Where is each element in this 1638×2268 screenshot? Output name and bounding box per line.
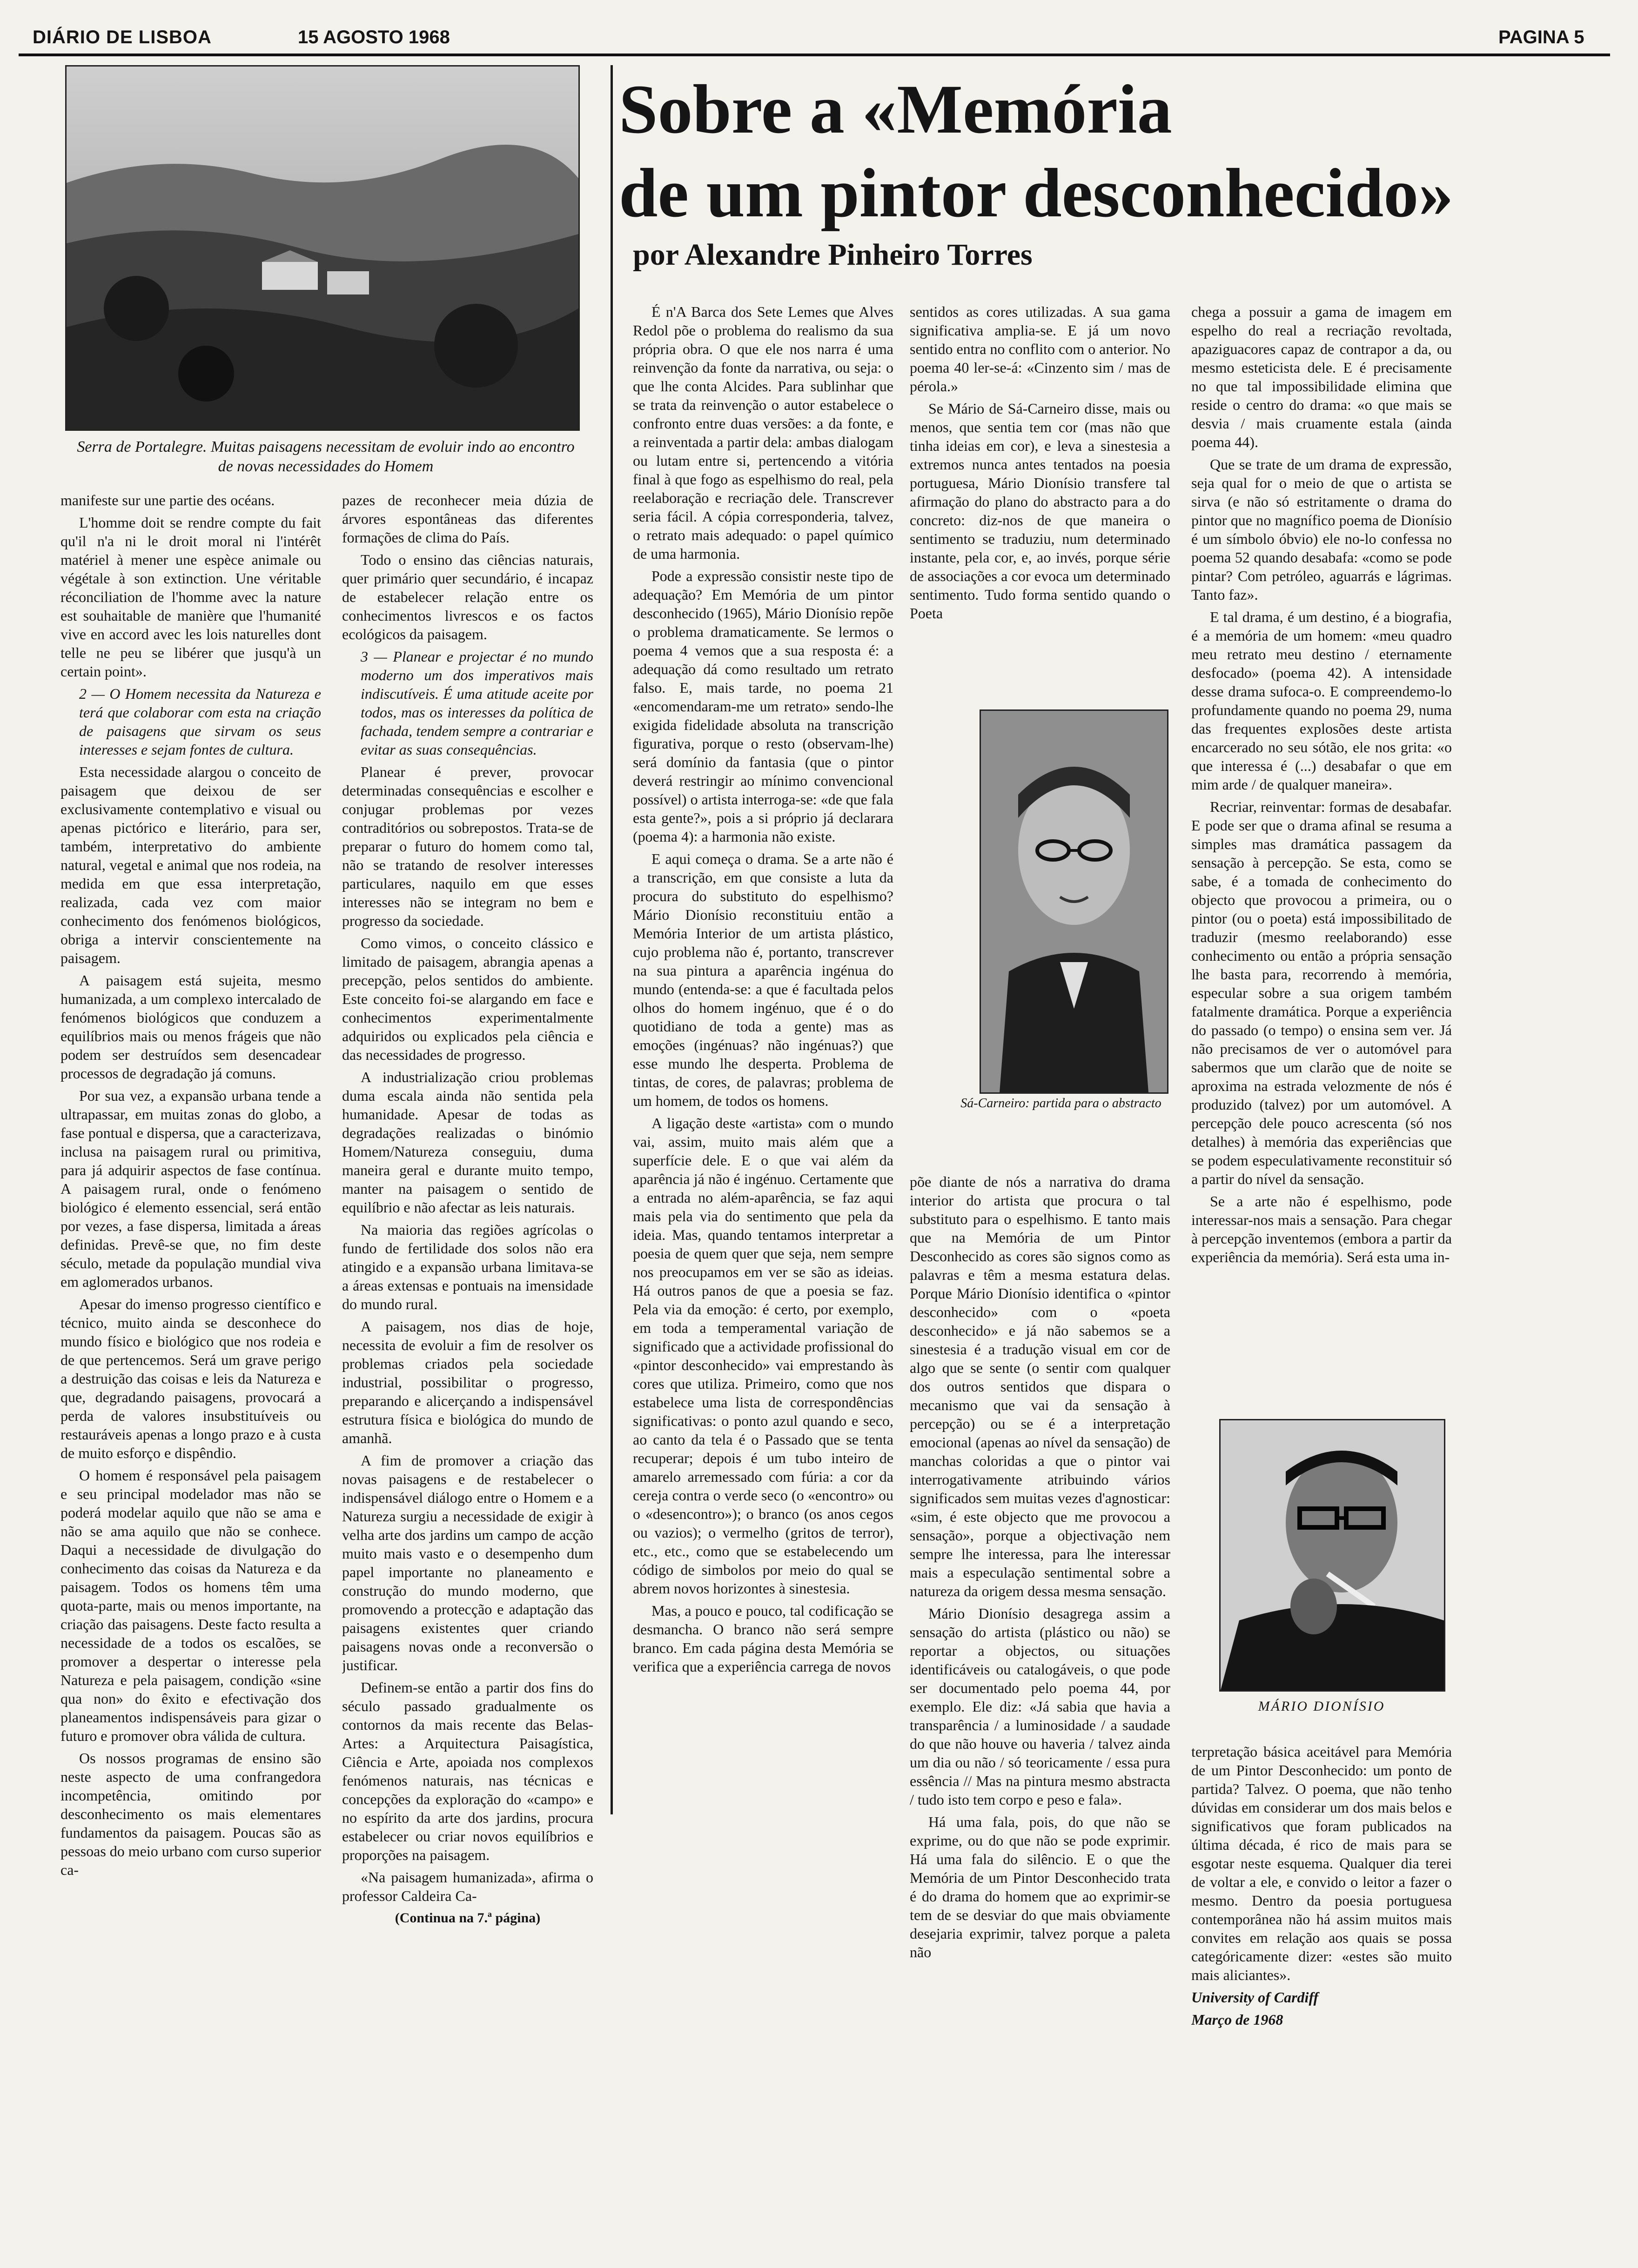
paragraph: chega a possuir a gama de imagem em espelho do real a recriação revoltada, apaziguacores capaz de contrapor a da, ou mesmo esteticista dele. E é precisamente no que tal impossibilidade elimina que reside o centro do drama: «o que mais se desvia / mais cruamente estala (ainda poema 44).	[1191, 303, 1452, 450]
paragraph: A ligação deste «artista» com o mundo vai, assim, muito mais além que a superfície dele. E o que vai além da aparência já não é ingénuo. Certamente que a entrada no além-aparência, se faz aqui mais pela via do sentimento que pela da ideia. Mas, quando tentamos interpretar a poesia de quem quer que seja, nem sempre nos preocupamos em ver se são as ideias. Há outros panos de que a poesia se faz. Pela via da emoção: é certo, por exemplo, em toda a temperamental variação de significado que a actividade profissional do «pintor desconhecido» vai emprestando às cores que utiliza. Primeiro, como que nos estabelece uma lista de correspondências significativas: o ponto azul quando e seco, ao canto da tela é o Passado que se tenta recuperar; depois é um tubo inteiro de amarelo arremessado com fúria: a cor da cereja contra o verde seco (o «encontro» ou o «desencontro»); o branco (os anos cegos ou vazios); o vermelho (gritos de terror), etc., etc., como que se estabelecendo um código de simbolos por meio do qual se abrem novos horizontes à sinestesia.	[633, 1115, 893, 1597]
paragraph: Como vimos, o conceito clássico e limitado de paisagem, abrangia apenas a precepção, pelos sentidos do ambiente. Este conceito foi-se alargando em face e conhecimentos experimentalmente adquiridos ou explicados pela ciência e das necessidades de progresso.	[342, 935, 593, 1063]
paragraph: Se Mário de Sá-Carneiro disse, mais ou menos, que sentia tem cor (mas não que tinha ideias em cor), e leva a sinestesia a extremos nunca antes tentados na poesia portuguesa, Mário Dionísio transfere tal afirmação do plano do abstracto para a do concreto: diz-nos de que maneira o sentimento se traduziu, num determinado instante, pela cor, e, ao invés, porque série de associações a cor evoca um determinado sentimento. Tudo forma sentido quando o Poeta	[910, 400, 1170, 622]
column-divider	[611, 65, 613, 1814]
paragraph: Mas, a pouco e pouco, tal codificação se desmancha. O branco não será sempre branco. Em cada página desta Memória se verifica que a experiência carrega de novos	[633, 1602, 893, 1675]
column-5-bottom	[1191, 1742, 1452, 2263]
paragraph: Há uma fala, pois, do que não se exprime, ou do que não se pode exprimir. Há uma fala do silêncio. E o que the Memória de um Pintor Desconhecido trata é do drama do homem que ao exprimir-se tem de se desviar do que mais obviamente desejaria exprimir, talvez porque a paleta não	[910, 1813, 1170, 1960]
paragraph: manifeste sur une partie des océans.	[60, 492, 275, 508]
paragraph: É n'A Barca dos Sete Lemes que Alves Redol põe o problema do realismo da sua própria obra. O que ele nos narra é uma reinvenção da fonte da narrativa, ou seja: o que lhe conta Alcides. Para sublinhar que se trata da reinvenção o autor estabelece o confronto entre duas versões: a da fonte, e a reinventada a partir dela: ambas dialogam ou lutam entre si, pertencendo a vitória final à que fogo as espelhismo do real, pela reelaboração e recriação dele. Transcrever seria fácil. A cópia corresponderia, talvez, o retrato mais adequado: o papel químico de uma harmonia.	[633, 303, 893, 562]
paragraph: Mário Dionísio desagrega assim a sensação do artista (plástico ou não) se reportar a objectos, ou situações identificáveis ou catalogáveis, o que pode ser documentado pelo poema 44, por exemplo. Ele diz: «Já sabia que havia a transparência / a luminosidade / a saudade do que não houve ou haveria / talvez ainda um dia ou não / só teoricamente / essa pura essência // Mas na pintura mesmo abstracta / tudo isto tem corpo e peso e fala».	[910, 1605, 1170, 1808]
column-4-bottom	[910, 1172, 1170, 2266]
paragraph: E aqui começa o drama. Se a arte não é a transcrição, em que consiste a luta da procura do substituto do espelhismo? Mário Dionísio reconstituiu então a Memória Interior de um artista plástico, cujo problema não é, portanto, transcrever na sua pintura a aparência ingénua do mundo (entenda-se: a que é facultada pelos olhos do homem ingénuo, que é o do quotidiano de toda a gente) mas as emoções (ingénuas? não ingénuas?) que esse mundo lhe desperta. Problema de tintas, de cores, de palavras; problema de um homem, de todos os homens.	[633, 850, 893, 1109]
column-5-top	[1191, 302, 1452, 1419]
paragraph: A fim de promover a criação das novas paisagens e de restabelecer o indispensável diálogo entre o Homem e a Natureza surgiu a necessidade de exigir à velha arte dos jardins um campo de acção muito mais vasto e o desempenho dum papel importante no planeamento e construção do mundo moderno, que promovendo a protecção e adaptação das paisagens existentes quer criando paisagens novas onde a reconversão o justificar.	[342, 1452, 593, 1673]
header-rule	[19, 54, 1610, 56]
paragraph: Se a arte não é espelhismo, pode interessar-nos mais a sensação. Para chegar à percepção inventemos (embora a partir da experiência da memória). Será esta uma in-	[1191, 1193, 1452, 1265]
sa-carneiro-caption: Sá-Carneiro: partida para o abstracto	[960, 1096, 1161, 1111]
author-affiliation: University of Cardiff	[1191, 1989, 1319, 2006]
paragraph: «Na paisagem humanizada», afirma o professor Caldeira Ca-	[342, 1869, 593, 1904]
paragraph: sentidos as cores utilizadas. A sua gama significativa amplia-se. E já um novo sentido entra no conflito com o anterior. No poema 40 ler-se-á: «Cinzento sim / mas de pérola.»	[910, 303, 1170, 395]
article-byline: por Alexandre Pinheiro Torres	[633, 238, 1033, 272]
paragraph: Definem-se então a partir dos fins do século passado gradualmente os contornos da mais recente das Belas-Artes: a Arquitectura Paisagística, Ciência e Arte, apoiada nos complexos fenómenos naturais, nas técnicas e concepções da exploração do «campo» e no espírito da arte dos jardins, procura estabelecer ou criar novos equilíbrios e proporções na paisagem.	[342, 1679, 593, 1863]
paragraph: L'homme doit se rendre compte du fait qu'il n'a ni le droit moral ni l'intérêt matériel à mener une espèce animale ou végétale à son extinction. Une véritable réconciliation de l'homme avec la nature est souhaitable de manière que l'humanité vive en accord avec les lois naturelles dont telle ne peu se libérer que jusqu'à un certain point».	[60, 514, 321, 680]
paragraph: Apesar do imenso progresso científico e técnico, muito ainda se desconhece do mundo físico e biológico que nos rodeia e de que pertencemos. Será um grave perigo a destruição das coisas e leis da Natureza e que, degradando paisagens, provocará a perda de valores insubstituíveis ou restauráveis apenas a longo prazo e à custa de muito esforço e dispêndio.	[60, 1296, 321, 1461]
paragraph: Que se trate de um drama de expressão, seja qual for o meio de que o artista se sirva (e não só estritamente o drama do pintor que no magnífico poema de Dionísio é um símbolo óbvio) ele no-lo confessa no poema 52 quando desabafa: «como se pode pintar? Com petróleo, aguarrás e lágrimas. Tanto faz».	[1191, 456, 1452, 603]
issue-date: 15 AGOSTO 1968	[298, 27, 450, 47]
column-2	[342, 491, 593, 2268]
paragraph: Planear é prever, provocar determinadas consequências e escolher e conjugar problemas por vezes contraditórios ou sobrepostos. Trata-se de preparar o futuro do homem como tal, não se tratando de resolver interesses particulares, naquilo em que esses interesses não se integram no bem e progresso da sociedade.	[342, 763, 593, 929]
paragraph: põe diante de nós a narrativa do drama interior do artista que procura o tal substituto para o espelhismo. E tanto mais que na Memória de um Pintor Desconhecido as cores são signos como as palavras e têm a mesma estatura delas. Porque Mário Dionísio identifica o «pintor desconhecido» com o «poeta desconhecido» e já não sabemos se a sinestesia é a tradução visual em cor de algo que se sente (o sentir com qualquer dos outros sentidos que dispara o mecanismo que vai da sensação à percepção) ou se é a interpretação emocional (apenas ao nível da sensação) de manchas coloridas a que o pintor vai interrogativamente atribuindo vários significados sem muitas vezes d'agnosticar: «sim, é este objecto que me provocou a sensação», porque a objectivação nem sempre lhe interessa, para lhe interessar mais a especulação sentimental sobre a natureza da origem dessa mesma sensação.	[910, 1173, 1170, 1599]
article-title: Sobre a «Memória	[619, 71, 1172, 148]
numbered-point: 2 — O Homem necessita da Natureza e terá que colaborar com esta na criação de paisagens que sirvam os seus interesses e sejam fontes de cultura.	[79, 685, 321, 758]
continued-note: (Continua na 7.ª página)	[395, 1910, 541, 1926]
column-1	[60, 491, 321, 2268]
landscape-photo	[65, 65, 580, 431]
paragraph: A paisagem, nos dias de hoje, necessita de evoluir a fim de resolver os problemas criados pela sociedade industrial, possibilitar o progresso, preparando e alicerçando a indispensável estrutura física e biológica do mundo de amanhã.	[342, 1318, 593, 1446]
paragraph: O homem é responsável pela paisagem e seu principal modelador mas não se poderá modelar aquilo que não se ama e não se ama aquilo que não se conhece. Daqui a necessidade de divulgação do conhecimento das coisas da Natureza e da paisagem. Todos os homens têm uma quota-parte, mais ou menos importante, na criação das paisagens. Deste facto resulta a necessidade de a todos os escalões, se promover a despertar o interesse pela Natureza e pela paisagem, condição «sine qua non» do êxito e efectivação dos planeamentos indispensáveis para gizar o futuro e promover obra válida de cultura.	[60, 1467, 321, 1744]
paragraph: E tal drama, é um destino, é a biografia, é a memória de um homem: «meu quadro meu retrato meu destino / eternamente desfocado» (poema 42). A intensidade desse drama sufoca-o. E compreendemo-lo profundamente quando no poema 29, numa das frequentes explosões deste artista encarcerado no seu sótão, ele nos grita: «o que interessa é (...) desabafar o que em mim arde / de qualquer maneira».	[1191, 609, 1452, 793]
paragraph: terpretação básica aceitável para Memória de um Pintor Desconhecido: um ponto de partida? Talvez. O poema, que não tenho dúvidas em considerar um dos mais belos e significativos que foram publicados na última década, é rico de mais para se esgotar neste esquema. Qualquer dia terei de voltar a ele, e convido o leitor a fazer o mesmo. Dentro da poesia portuguesa contemporânea não há assim muitos mais convites em relação aos quais se possa categóricamente dizer: «estes são muito mais aliciantes».	[1191, 1743, 1452, 1983]
paragraph: A paisagem está sujeita, mesmo humanizada, a um complexo intercalado de fenómenos biológicos que conduzem a equilíbrios mais ou menos frágeis que não podem ser destruídos sem desencadear processos de degradação já comuns.	[60, 972, 321, 1082]
paragraph: Esta necessidade alargou o conceito de paisagem que deixou de ser exclusivamente contemplativo e visual ou apenas pictórico e literário, para ser, também, interpretativo do ambiente natural, vegetal e animal que nos rodeia, na medida em que essa interpretação, realizada, cada vez com maior conhecimento dos fenómenos biológicos, obriga a intervir conscientemente na paisagem.	[60, 763, 321, 966]
paragraph: Os nossos programas de ensino são neste aspecto de uma confrangedora incompetência, omitindo por desconhecimento os mais elementares fundamentos da paisagem. Poucas são as pessoas do meio urbano com curso superior ca-	[60, 1750, 321, 1878]
mario-dionisio-portrait	[1219, 1419, 1445, 1692]
article-date: Março de 1968	[1191, 2011, 1283, 2028]
paragraph: pazes de reconhecer meia dúzia de árvores espontâneas das diferentes formações de clima do País.	[342, 492, 593, 546]
paragraph: Na maioria das regiões agrícolas o fundo de fertilidade dos solos não era atingido e a expansão urbana limitava-se a áreas extensas e pontuais na imensidade do mundo rural.	[342, 1221, 593, 1312]
page-number: PAGINA 5	[1498, 27, 1584, 47]
column-4-top	[910, 302, 1170, 702]
paragraph: Todo o ensino das ciências naturais, quer primário quer secundário, é incapaz de estabelecer relação entre os conhecimentos livrescos e os factos ecológicos da paisagem.	[342, 551, 593, 642]
landscape-caption: Serra de Portalegre. Muitas paisagens necessitam de evoluir indo ao encontro de novas necessidades do Homem	[77, 438, 575, 475]
masthead	[0, 8, 1638, 60]
paragraph: Recriar, reinventar: formas de desabafar. E pode ser que o drama afinal se resuma a simples mas dramática passagem da sensação à percepção. Se esta, como se sabe, é a tomada de conhecimento do objecto que provocou a primeira, ou o pintor (ou o poeta) está impossibilitado de traduzir (mesmo reelaborando) esse conhecimento ou então a própria sensação lhe basta para, recorrendo à memória, especular sobre a sua origem também fatalmente dramática. Porque a experiência do passado (o tempo) o ensina sem ver. Já não precisamos de ver o automóvel para sabermos que um clarão que de noite se aproxima na estrada velozmente de nós é produzido (talvez) por um automóvel. A percepção dele pouco acrescenta (só nos detalhes) à memória das experiências que se podem especulativamente reconstituir só a partir do nível da sensação.	[1191, 798, 1452, 1187]
article-title-line2: de um pintor desconhecido»	[619, 154, 1454, 232]
column-3	[633, 302, 893, 2266]
paragraph: Pode a expressão consistir neste tipo de adequação? Em Memória de um pintor desconhecido (1965), Mário Dionísio repõe o problema dramaticamente. Se lermos o poema 4 vemos que a sua resposta é: a adequação dá como resultado um retrato falso. E, mais tarde, no poema 21 «encomendaram-me um retrato» sendo-lhe exigida fidelidade absoluta na transcrição figurativa, porque o resto (observam-lhe) será domínio da fantasia (que o pintor deverá restringir ao mínimo convencional possível) o artista interroga-se: «de que fala esta gente?», pois a si próprio já declarara (poema 4): a harmonia não existe.	[633, 568, 893, 845]
paragraph: A industrialização criou problemas duma escala ainda não sentida pela humanidade. Apesar de todas as degradações realizadas o binómio Homem/Natureza conseguiu, duma maneira geral e durante muito tempo, manter na paisagem o sentido de equilíbrio e não afectar as leis naturais.	[342, 1069, 593, 1216]
sa-carneiro-portrait	[980, 709, 1168, 1094]
mario-dionisio-caption: MÁRIO DIONÍSIO	[1258, 1699, 1385, 1714]
paper-name: DIÁRIO DE LISBOA	[33, 27, 212, 47]
numbered-point: 3 — Planear e projectar é no mundo moderno um dos imperativos mais indiscutíveis. É uma atitude aceite por todos, mas os interesses da política de fachada, tendem sempre a contrariar e evitar as suas consequências.	[361, 648, 593, 758]
paragraph: Por sua vez, a expansão urbana tende a ultrapassar, em muitas zonas do globo, a fase pontual e dispersa, que a caracterizava, inclusa na paisagem rural ou primitiva, para já adquirir aspectos de fase contínua. A paisagem rural, onde o fenómeno biológico é elemento essencial, será então por vezes, a fase dispersa, limitada a áreas definidas. Prevê-se que, no fim deste século, metade da população mundial viva em aglomerados urbanos.	[60, 1087, 321, 1290]
